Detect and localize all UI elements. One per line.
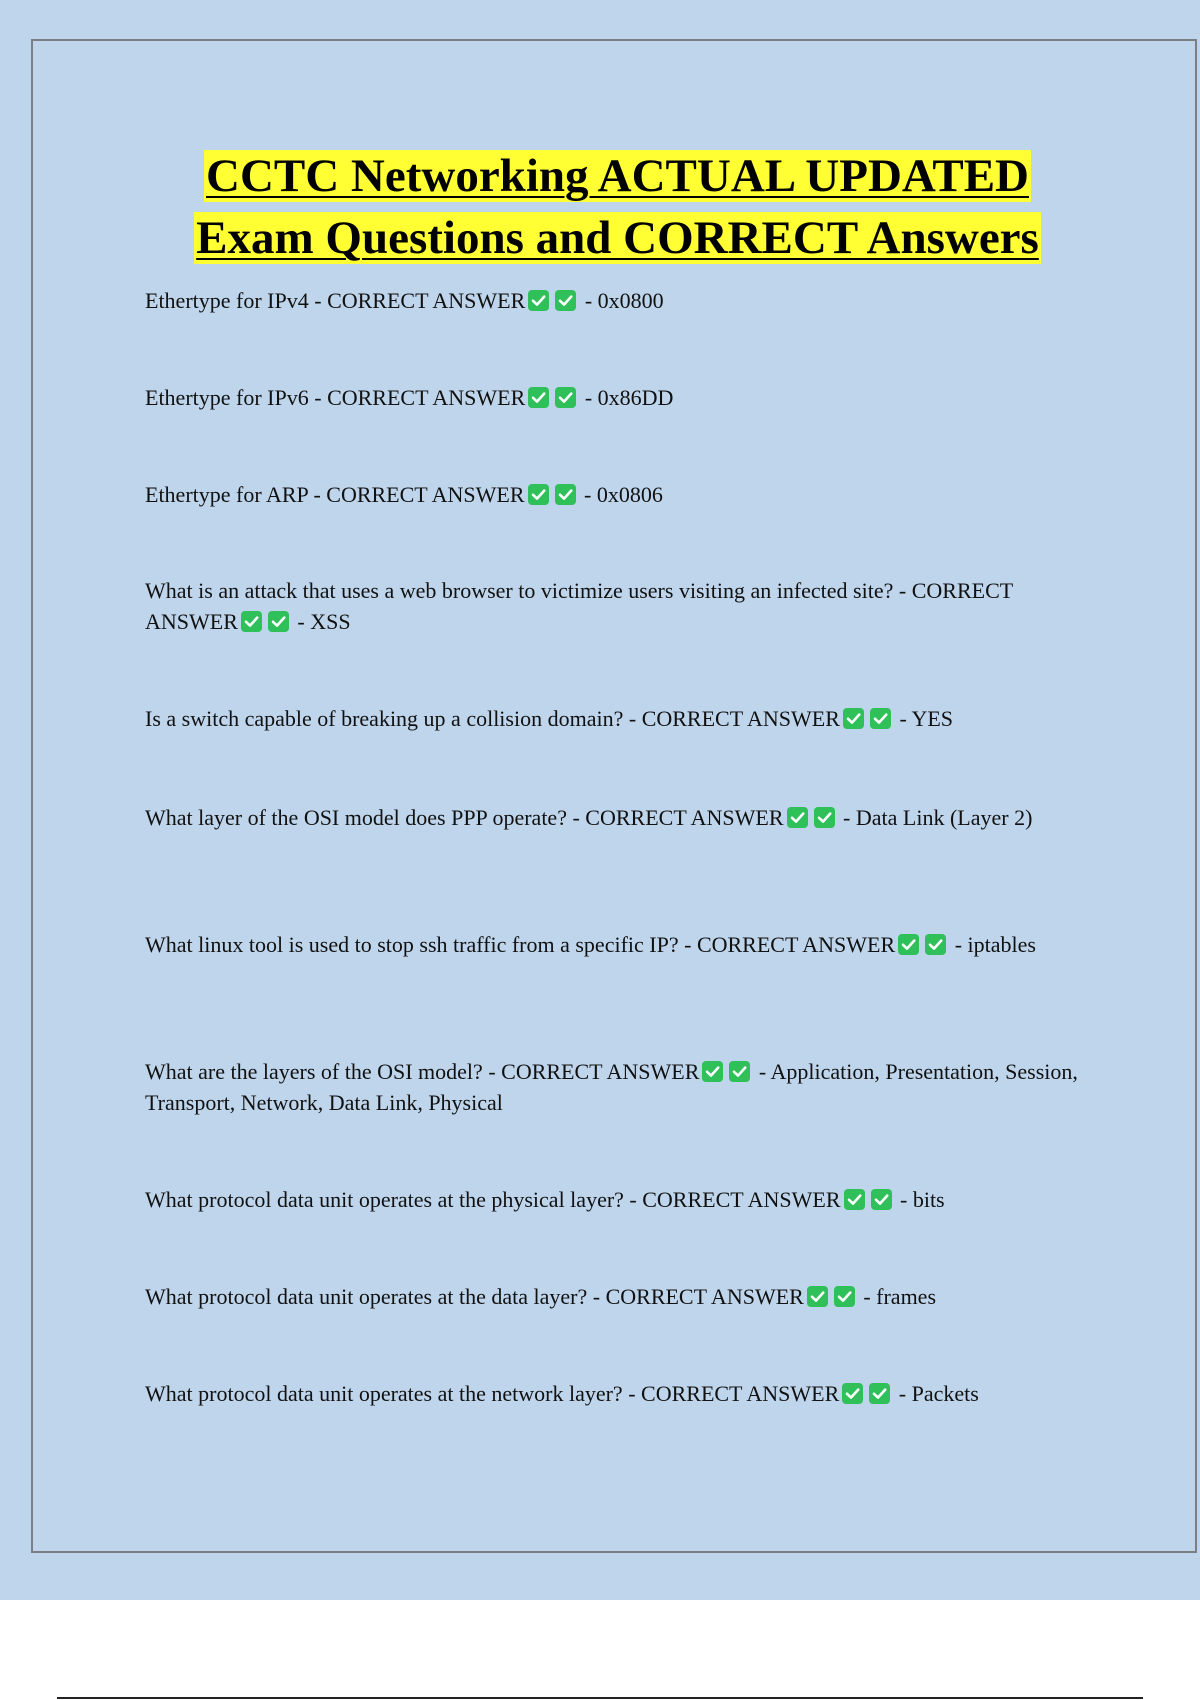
qa-item bbox=[145, 1281, 1085, 1312]
separator: - bbox=[308, 288, 328, 313]
document-title bbox=[0, 145, 1200, 269]
separator: - bbox=[623, 1187, 643, 1212]
question-text: Ethertype for ARP bbox=[145, 482, 308, 507]
check-box-icon bbox=[787, 807, 808, 828]
check-box-icon bbox=[871, 1189, 892, 1210]
check-box-icon bbox=[241, 611, 262, 632]
separator: - bbox=[622, 1381, 642, 1406]
separator: - bbox=[587, 1284, 606, 1309]
check-box-icon bbox=[925, 934, 946, 955]
separator: - bbox=[893, 578, 912, 603]
answer-marker: CORRECT ANSWER bbox=[501, 1059, 700, 1084]
check-box-icon bbox=[555, 484, 576, 505]
question-text: What protocol data unit operates at the network layer? bbox=[145, 1381, 623, 1406]
separator: - bbox=[949, 932, 968, 957]
answer-text: 0x86DD bbox=[597, 385, 674, 410]
separator: - bbox=[308, 385, 328, 410]
question-text: What protocol data unit operates at the data layer? bbox=[145, 1284, 588, 1309]
answer-marker: CORRECT ANSWER bbox=[327, 385, 526, 410]
check-box-icon bbox=[807, 1286, 828, 1307]
separator: - bbox=[893, 706, 912, 731]
answer-marker: CORRECT ANSWER bbox=[696, 932, 896, 957]
separator: - bbox=[753, 1059, 771, 1084]
answer-text: bits bbox=[912, 1187, 945, 1212]
check-box-icon bbox=[898, 934, 919, 955]
question-text: What linux tool is used to stop ssh traffic from a specific IP? bbox=[145, 932, 679, 957]
qa-item bbox=[145, 285, 1085, 316]
check-box-icon bbox=[528, 484, 549, 505]
title-line-2: Exam Questions and CORRECT Answers bbox=[196, 212, 1039, 264]
question-text: What is an attack that uses a web browser to victimize users visiting an infected site? bbox=[145, 578, 894, 603]
answer-marker: CORRECT ANSWER bbox=[642, 1187, 841, 1212]
separator: - bbox=[893, 1381, 912, 1406]
answer-text: frames bbox=[876, 1284, 937, 1309]
check-box-icon bbox=[834, 1286, 855, 1307]
qa-item bbox=[145, 575, 1085, 637]
qa-item bbox=[145, 1184, 1085, 1215]
answer-marker: CORRECT ANSWER bbox=[585, 805, 784, 830]
separator: - bbox=[566, 805, 586, 830]
separator: - bbox=[307, 482, 327, 507]
check-box-icon bbox=[869, 1383, 890, 1404]
separator: - bbox=[579, 385, 598, 410]
answer-text: YES bbox=[911, 706, 954, 731]
check-box-icon bbox=[814, 807, 835, 828]
question-text: Ethertype for IPv6 bbox=[145, 385, 309, 410]
qa-item bbox=[145, 1378, 1085, 1409]
answer-marker: CORRECT ANSWER bbox=[641, 1381, 840, 1406]
check-box-icon bbox=[729, 1061, 750, 1082]
check-box-icon bbox=[555, 290, 576, 311]
qa-item bbox=[145, 479, 1085, 510]
qa-item bbox=[145, 929, 1085, 960]
check-box-icon bbox=[842, 1383, 863, 1404]
qa-item bbox=[145, 703, 1085, 734]
answer-marker: CORRECT ANSWER bbox=[145, 578, 1013, 634]
check-box-icon bbox=[268, 611, 289, 632]
answer-marker: CORRECT ANSWER bbox=[641, 706, 840, 731]
check-box-icon bbox=[843, 708, 864, 729]
question-text: What layer of the OSI model does PPP operate? bbox=[145, 805, 567, 830]
separator: - bbox=[894, 1187, 913, 1212]
separator: - bbox=[579, 288, 598, 313]
answer-text: XSS bbox=[310, 609, 351, 634]
check-box-icon bbox=[528, 387, 549, 408]
qa-item bbox=[145, 802, 1085, 833]
separator: - bbox=[837, 805, 856, 830]
separator: - bbox=[291, 609, 311, 634]
answer-text: Data Link (Layer 2) bbox=[855, 805, 1033, 830]
qa-item bbox=[145, 1056, 1085, 1118]
check-box-icon bbox=[870, 708, 891, 729]
check-box-icon bbox=[702, 1061, 723, 1082]
separator: - bbox=[857, 1284, 877, 1309]
answer-marker: CORRECT ANSWER bbox=[605, 1284, 804, 1309]
answer-text: 0x0800 bbox=[597, 288, 664, 313]
question-text: Ethertype for IPv4 bbox=[145, 288, 309, 313]
question-text: What are the layers of the OSI model? bbox=[145, 1059, 483, 1084]
separator: - bbox=[678, 932, 697, 957]
separator: - bbox=[482, 1059, 502, 1084]
separator: - bbox=[578, 482, 597, 507]
question-text: What protocol data unit operates at the physical layer? bbox=[145, 1187, 624, 1212]
separator: - bbox=[623, 706, 642, 731]
question-text: Is a switch capable of breaking up a collision domain? bbox=[145, 706, 624, 731]
qa-item bbox=[145, 382, 1085, 413]
check-box-icon bbox=[528, 290, 549, 311]
answer-marker: CORRECT ANSWER bbox=[326, 482, 525, 507]
answer-text: Application, Presentation, Session, Transport, Network, Data Link, Physical bbox=[145, 1059, 1078, 1115]
answer-text: Packets bbox=[911, 1381, 979, 1406]
answer-text: iptables bbox=[967, 932, 1036, 957]
check-box-icon bbox=[844, 1189, 865, 1210]
answer-text: 0x0806 bbox=[596, 482, 663, 507]
check-box-icon bbox=[555, 387, 576, 408]
answer-marker: CORRECT ANSWER bbox=[327, 288, 526, 313]
title-line-1: CCTC Networking ACTUAL UPDATED bbox=[206, 150, 1029, 202]
footer-rule bbox=[57, 1697, 1143, 1699]
